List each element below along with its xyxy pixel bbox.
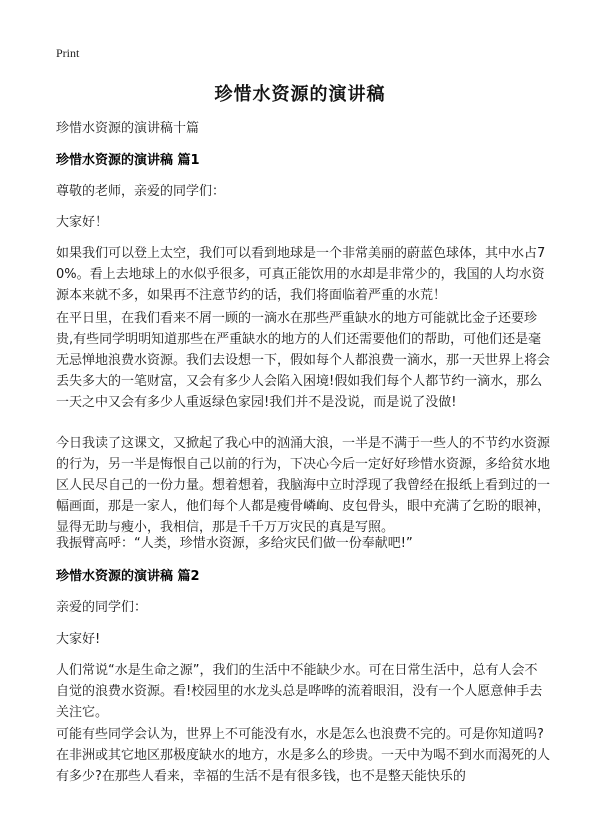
paragraph: 如果我们可以登上太空，我们可以看到地球是一个非常美丽的蔚蓝色球体，其中水占70%。看上去地球上的水似乎很多，可真正能饮用的水却是非常少的，我国的人均水资源本来就不多，如果再不注意节约的话，我们将面临着严重的水荒！: [56, 246, 546, 303]
document-subtitle: 珍惜水资源的演讲稿十篇: [56, 121, 200, 136]
paragraph: 今日我读了这课文，又掀起了我心中的汹涌大浪，一半是不满于一些人的不节约水资源的行为，另一半是悔恨自己以前的行为，下决心今后一定好好珍惜水资源，多给贫水地区人民尽自己的一份力量。想着想着，我脑海中立时浮现了我曾经在报纸上看到过的一幅画面，那是一家人，他们每个人都是瘦骨嶙峋、皮包骨头，眼中充满了乞盼的眼神，显得无助与瘦小，我相信，那是千千万万灾民的真是写照。: [56, 436, 551, 535]
paragraph: 尊敬的老师，亲爱的同学们：: [56, 184, 226, 199]
paragraph: 我振臂高呼：“人类，珍惜水资源，多给灾民们做一份奉献吧!”: [56, 536, 413, 551]
paragraph: 亲爱的同学们：: [56, 600, 148, 615]
section-heading: 珍惜水资源的演讲稿 篇1: [56, 153, 200, 168]
paragraph: 大家好！: [56, 215, 109, 230]
document-title: 珍惜水资源的演讲稿: [214, 84, 386, 105]
paragraph: 可能有些同学会认为，世界上不可能没有水，水是怎么也浪费不完的。可是你知道吗?在非洲或其它地区那极度缺水的地方，水是多么的珍贵。一天中为喝不到水而渴死的人有多少?在那些人看来，幸福的生活不是有很多钱，也不是整天能快乐的: [56, 727, 551, 784]
paragraph: 人们常说“水是生命之源”，我们的生活中不能缺少水。可在日常生活中，总有人会不自觉的浪费水资源。看!校园里的水龙头总是哗哗的流着眼泪，没有一个人愿意伸手去关注它。: [56, 663, 543, 720]
print-label: Print: [56, 46, 80, 60]
paragraph: 大家好!: [56, 632, 101, 647]
paragraph: 在平日里，在我们看来不屑一顾的一滴水在那些严重缺水的地方可能就比金子还要珍贵,有些同学明明知道那些在严重缺水的地方的人们还需要他们的帮助，可他们还是毫无忌惮地浪费水资源。我们去设想一下，假如每个人都浪费一滴水，那一天世界上将会丢失多大的一笔财富，又会有多少人会陷入困境!假如我们每个人都节约一滴水，那么一天之中又会有多少人重返绿色家园!我们并不是没说，而是说了没做!: [56, 311, 551, 410]
section-heading: 珍惜水资源的演讲稿 篇2: [56, 569, 200, 584]
